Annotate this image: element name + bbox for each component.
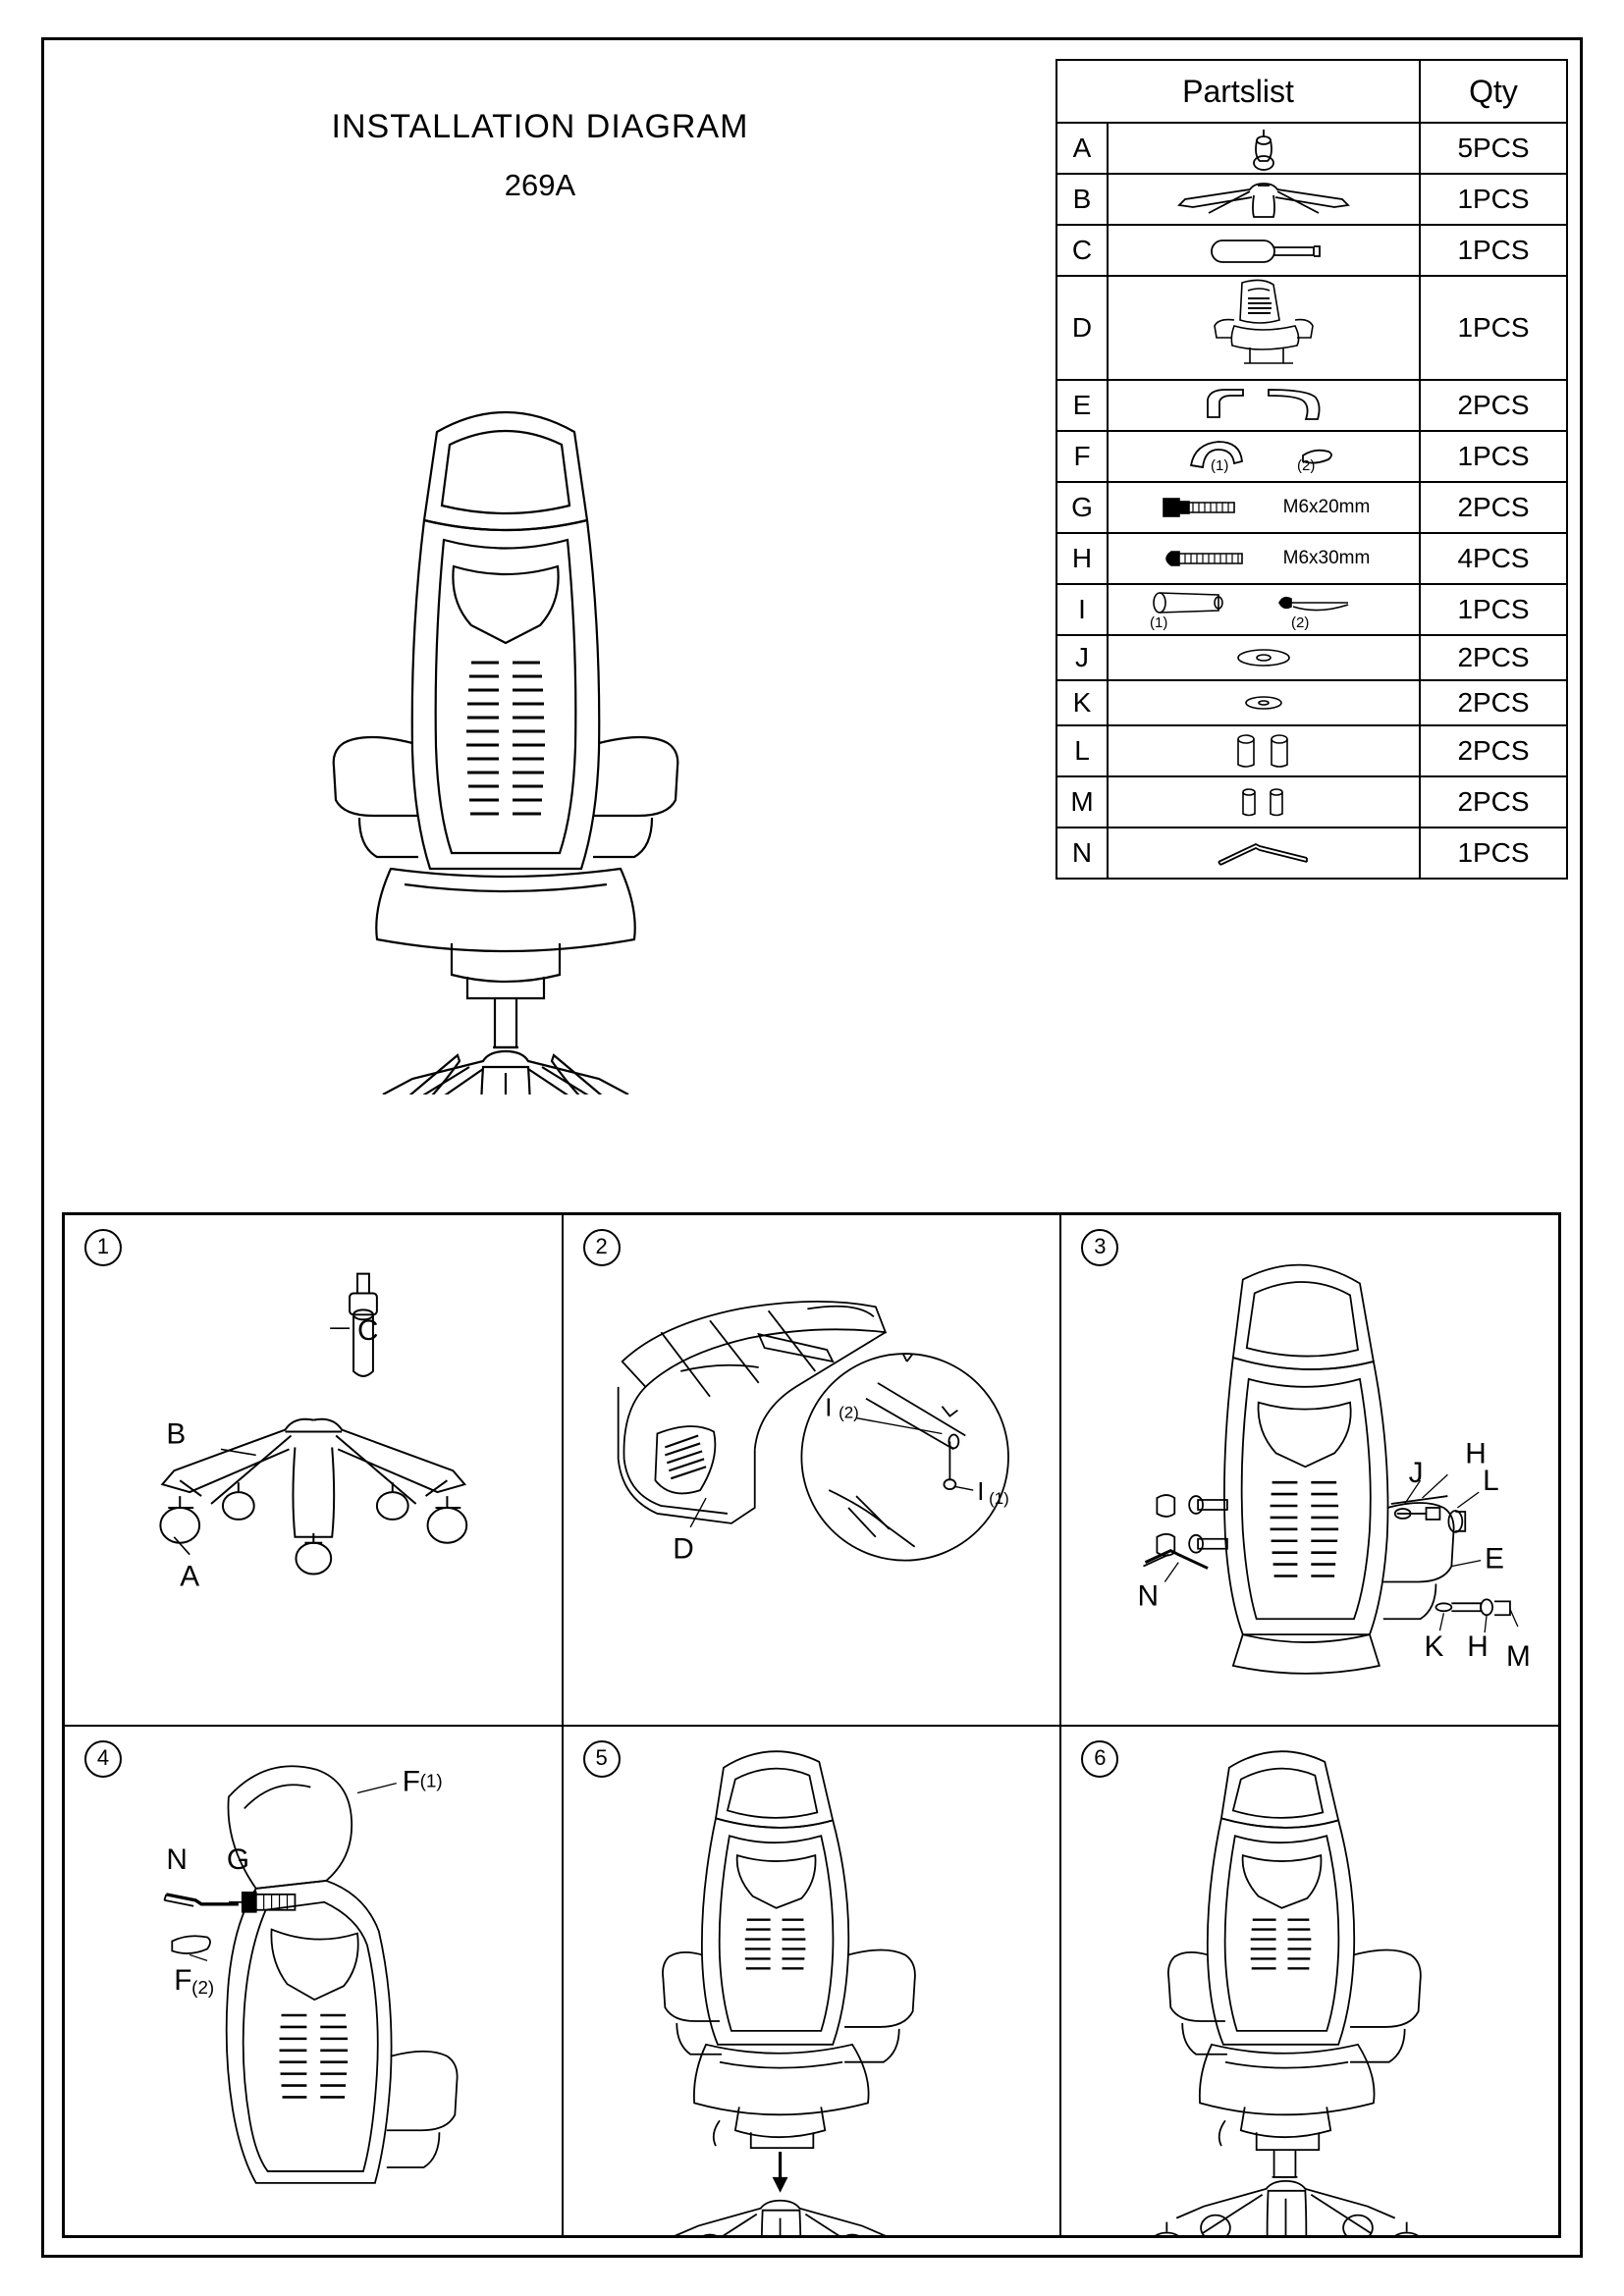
gas-lift-cylinder-icon bbox=[1109, 233, 1419, 268]
part-image bbox=[1108, 123, 1420, 174]
header-qty: Qty bbox=[1420, 60, 1567, 123]
hex-bolt-icon bbox=[1109, 493, 1419, 522]
part-image bbox=[1108, 225, 1420, 276]
part-spec: M6x30mm bbox=[1282, 548, 1371, 568]
part-letter: M bbox=[1056, 776, 1108, 828]
hero-chair-illustration bbox=[275, 339, 736, 1095]
svg-text:(2): (2) bbox=[838, 1403, 859, 1422]
part-qty: 1PCS bbox=[1420, 276, 1567, 380]
table-row bbox=[1056, 533, 1567, 584]
part-image bbox=[1108, 680, 1420, 725]
table-row bbox=[1056, 584, 1567, 635]
part-qty: 1PCS bbox=[1420, 431, 1567, 482]
table-header-row bbox=[1056, 60, 1567, 123]
part-letter: I bbox=[1056, 584, 1108, 635]
part-letter: F bbox=[1056, 431, 1108, 482]
svg-text:(2): (2) bbox=[191, 1976, 215, 1998]
step-6 bbox=[1060, 1726, 1559, 2237]
part-image bbox=[1108, 482, 1420, 533]
pin-and-clip-icon bbox=[1109, 589, 1419, 630]
part-letter: L bbox=[1056, 725, 1108, 776]
svg-text:E: E bbox=[1485, 1542, 1505, 1575]
svg-text:I: I bbox=[976, 1478, 985, 1507]
caster-wheel-icon bbox=[1109, 126, 1419, 171]
part-qty: 1PCS bbox=[1420, 174, 1567, 225]
table-row bbox=[1056, 276, 1567, 380]
table-row bbox=[1056, 776, 1567, 828]
armrest-icon bbox=[1109, 384, 1419, 427]
table-row bbox=[1056, 123, 1567, 174]
page-title: INSTALLATION DIAGRAM bbox=[331, 108, 749, 145]
part-image bbox=[1108, 584, 1420, 635]
svg-text:J: J bbox=[1408, 1457, 1424, 1490]
part-letter: N bbox=[1056, 828, 1108, 879]
part-letter: J bbox=[1056, 635, 1108, 680]
part-qty: 5PCS bbox=[1420, 123, 1567, 174]
svg-text:C: C bbox=[357, 1314, 379, 1348]
model-number: 269A bbox=[504, 168, 576, 202]
svg-text:I: I bbox=[824, 1394, 833, 1422]
assembly-steps-grid bbox=[62, 1212, 1561, 2238]
part-qty: 1PCS bbox=[1420, 584, 1567, 635]
table-row bbox=[1056, 635, 1567, 680]
part-letter: E bbox=[1056, 380, 1108, 431]
step-number: 3 bbox=[1081, 1229, 1118, 1266]
table-row bbox=[1056, 380, 1567, 431]
sleeve-cap-pair-icon bbox=[1109, 729, 1419, 773]
part-image bbox=[1108, 635, 1420, 680]
part-image bbox=[1108, 828, 1420, 879]
table-row bbox=[1056, 828, 1567, 879]
svg-text:G: G bbox=[226, 1842, 250, 1876]
svg-text:M: M bbox=[1506, 1639, 1532, 1673]
svg-text:H: H bbox=[1467, 1629, 1489, 1663]
svg-text:F: F bbox=[174, 1963, 192, 1997]
table-row bbox=[1056, 174, 1567, 225]
header-partslist: Partslist bbox=[1056, 60, 1420, 123]
step-number: 2 bbox=[583, 1229, 621, 1266]
part-qty: 2PCS bbox=[1420, 380, 1567, 431]
step-1 bbox=[64, 1214, 563, 1726]
part-letter: A bbox=[1056, 123, 1108, 174]
seat-assembly-icon bbox=[1109, 277, 1419, 379]
part-sub-index-2: (2) bbox=[1291, 614, 1310, 631]
table-row bbox=[1056, 482, 1567, 533]
svg-text:(1): (1) bbox=[988, 1489, 1009, 1509]
part-qty: 1PCS bbox=[1420, 225, 1567, 276]
part-qty: 2PCS bbox=[1420, 482, 1567, 533]
part-qty: 1PCS bbox=[1420, 828, 1567, 879]
svg-text:A: A bbox=[180, 1560, 200, 1593]
step-5 bbox=[563, 1726, 1061, 2237]
part-sub-index-1: (1) bbox=[1150, 614, 1168, 631]
svg-text:D: D bbox=[672, 1532, 694, 1566]
small-washer-icon bbox=[1109, 692, 1419, 714]
step-number: 6 bbox=[1081, 1740, 1118, 1778]
part-image bbox=[1108, 276, 1420, 380]
svg-text:K: K bbox=[1424, 1629, 1444, 1663]
step-number: 1 bbox=[84, 1229, 122, 1266]
five-star-base-icon bbox=[1109, 178, 1419, 221]
flat-washer-icon bbox=[1109, 645, 1419, 670]
step-4 bbox=[64, 1726, 563, 2237]
step-2 bbox=[563, 1214, 1061, 1726]
table-row bbox=[1056, 725, 1567, 776]
step-3 bbox=[1060, 1214, 1559, 1726]
part-sub-index-1: (1) bbox=[1211, 457, 1229, 474]
svg-text:B: B bbox=[166, 1417, 187, 1451]
parts-list-table bbox=[1056, 59, 1568, 880]
part-qty: 2PCS bbox=[1420, 680, 1567, 725]
svg-text:F: F bbox=[402, 1765, 420, 1798]
part-qty: 2PCS bbox=[1420, 776, 1567, 828]
part-image bbox=[1108, 174, 1420, 225]
part-letter: G bbox=[1056, 482, 1108, 533]
table-row bbox=[1056, 225, 1567, 276]
part-qty: 2PCS bbox=[1420, 635, 1567, 680]
step-number: 4 bbox=[84, 1740, 122, 1778]
part-image bbox=[1108, 725, 1420, 776]
svg-text:N: N bbox=[166, 1842, 188, 1876]
part-image bbox=[1108, 380, 1420, 431]
plug-cap-pair-icon bbox=[1109, 782, 1419, 822]
title-block bbox=[196, 108, 884, 203]
allen-key-icon bbox=[1109, 836, 1419, 870]
headrest-icon bbox=[1109, 436, 1419, 477]
svg-text:N: N bbox=[1137, 1579, 1160, 1613]
part-image bbox=[1108, 533, 1420, 584]
part-sub-index-2: (2) bbox=[1297, 457, 1316, 474]
part-letter: B bbox=[1056, 174, 1108, 225]
part-letter: D bbox=[1056, 276, 1108, 380]
part-qty: 4PCS bbox=[1420, 533, 1567, 584]
part-qty: 2PCS bbox=[1420, 725, 1567, 776]
svg-text:H: H bbox=[1465, 1437, 1488, 1470]
table-row bbox=[1056, 431, 1567, 482]
step-number: 5 bbox=[583, 1740, 621, 1778]
round-head-bolt-icon bbox=[1109, 544, 1419, 573]
svg-text:(1): (1) bbox=[419, 1770, 443, 1791]
svg-text:L: L bbox=[1483, 1465, 1500, 1498]
part-spec: M6x20mm bbox=[1282, 497, 1371, 517]
part-letter: K bbox=[1056, 680, 1108, 725]
part-image bbox=[1108, 776, 1420, 828]
part-letter: H bbox=[1056, 533, 1108, 584]
table-row bbox=[1056, 680, 1567, 725]
part-letter: C bbox=[1056, 225, 1108, 276]
part-image bbox=[1108, 431, 1420, 482]
